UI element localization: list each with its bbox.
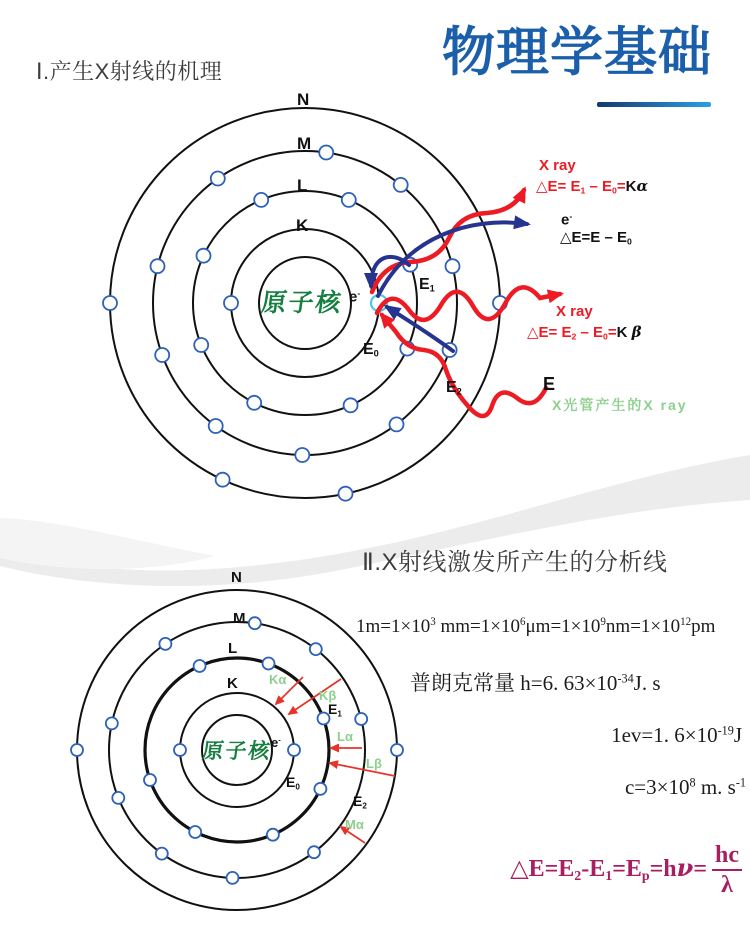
lbeta-label: Lβ: [366, 756, 382, 771]
electron: [211, 172, 225, 186]
equation-segment: △E= E: [527, 324, 572, 341]
equation-segment: α: [636, 177, 649, 195]
equation-segment: △E=E: [510, 856, 575, 883]
electron: [216, 473, 230, 487]
equation-segment: E: [363, 341, 374, 358]
level-label-e0: [363, 341, 379, 359]
equation-segment: 普朗克常量 h=6. 63×10: [410, 671, 618, 695]
equation-segment: 3: [430, 616, 436, 628]
electron: [249, 617, 261, 629]
ejected-electron-equation: [560, 230, 632, 247]
equation-segment: nm=1×10: [605, 615, 681, 637]
electron: [288, 744, 300, 756]
equation-segment: -: [569, 211, 573, 221]
background-swoosh-highlight: [0, 518, 215, 569]
equation-segment: 0: [612, 185, 617, 196]
kalpha-label: Kα: [269, 672, 287, 687]
equation-segment: 1: [429, 283, 435, 294]
electron: [308, 846, 320, 858]
equation-segment: c=3×10: [624, 775, 690, 799]
electron: [267, 829, 279, 841]
title-underline: [597, 102, 711, 107]
electron: [247, 396, 261, 410]
electron: [263, 658, 275, 670]
equation-segment: -: [357, 288, 361, 298]
level2-label-e0: [286, 775, 300, 792]
level2-label-e1: [328, 702, 342, 719]
hc-over-lambda-fraction: [712, 843, 742, 897]
equation-segment: 0: [295, 782, 300, 792]
equation-segment: 1: [605, 869, 613, 885]
equation-segment: 1ev=1. 6×10: [611, 723, 718, 747]
level-label-e2: [446, 379, 462, 397]
e2-transition-arrow: [387, 307, 453, 351]
equation-segment: 1: [337, 709, 342, 719]
equation-segment: E: [286, 774, 296, 790]
equation-segment: △E= E: [536, 178, 581, 195]
xray1-title: X ray: [539, 157, 576, 174]
kbeta-label: Kβ: [319, 688, 337, 703]
shell2-label-l: L: [228, 640, 238, 657]
equation-segment: ν: [676, 853, 694, 883]
electron: [254, 193, 268, 207]
electron: [106, 717, 118, 729]
electron: [227, 872, 239, 884]
xray-tube-caption: X光管产生的X ray: [552, 397, 688, 413]
equation-segment: – E: [576, 324, 604, 341]
equation-segment: -: [278, 735, 281, 745]
page-title: 物理学基础: [442, 23, 712, 82]
electron: [159, 638, 171, 650]
level2-label-e2: [353, 794, 367, 811]
electron-volt-formula: [611, 724, 742, 747]
electron: [224, 296, 238, 310]
equation-segment: J. s: [633, 671, 661, 695]
equation-segment: mm=1×10: [435, 615, 520, 637]
section2-heading: Ⅱ.X射线激发所产生的分析线: [362, 549, 668, 576]
electron: [390, 417, 404, 431]
equation-segment: 1: [580, 185, 586, 196]
equation-segment: 2: [456, 386, 462, 397]
electron: [446, 259, 460, 273]
electron: [355, 713, 367, 725]
shell2-label-k: K: [227, 675, 238, 692]
shell-label-k: K: [296, 216, 309, 235]
equation-segment: μm=1×10: [525, 615, 601, 637]
incident-xray-wave-arrow: [382, 315, 546, 416]
electron: [112, 792, 124, 804]
shell-label-l: L: [297, 176, 308, 195]
equation-segment: m. s: [695, 775, 736, 799]
ejected-electron-symbol: [561, 212, 572, 229]
speed-of-light-formula: [625, 776, 746, 799]
electron: [189, 826, 201, 838]
equation-segment: =: [616, 178, 626, 195]
energy-transition-equation: [510, 843, 742, 897]
equation-segment: – E: [585, 178, 613, 195]
xray2-title: X ray: [556, 303, 593, 320]
equation-segment: E: [353, 793, 363, 809]
equation-segment: -19: [717, 723, 734, 738]
electron: [194, 338, 208, 352]
equation-segment: -E: [581, 856, 606, 883]
planck-constant-formula: [410, 672, 661, 695]
equation-segment: =E: [612, 856, 642, 883]
electron: [194, 660, 206, 672]
equation-segment: 0: [373, 348, 379, 359]
section1-heading: Ⅰ.产生X射线的机理: [36, 59, 223, 84]
electron: [156, 848, 168, 860]
equation-segment: 2: [362, 801, 367, 811]
electron: [319, 146, 333, 160]
equation-segment: 6: [519, 616, 526, 628]
energy-transition-lhs: [510, 855, 707, 884]
equation-segment: =h: [649, 856, 677, 883]
electron: [391, 744, 403, 756]
equation-segment: 8: [689, 775, 696, 790]
equation-segment: 12: [680, 616, 692, 628]
equation-segment: J: [733, 723, 742, 747]
nucleus-label: 原子核: [259, 288, 345, 317]
fraction-denominator: λ: [721, 872, 733, 898]
shell-label-m: M: [297, 134, 312, 153]
k2-electron-symbol: [271, 736, 281, 750]
electron: [344, 398, 358, 412]
equation-segment: =: [693, 856, 707, 883]
equation-segment: 0: [627, 236, 632, 247]
shell-label-n: N: [297, 90, 310, 109]
equation-segment: e: [271, 735, 279, 750]
electron: [103, 296, 117, 310]
equation-segment: 9: [600, 616, 606, 628]
electron: [174, 744, 186, 756]
electron: [339, 487, 353, 501]
electron: [144, 774, 156, 786]
equation-segment: 0: [603, 331, 608, 342]
equation-segment: 1m=1×10: [356, 615, 431, 637]
equation-segment: -1: [735, 775, 746, 790]
electron: [151, 259, 165, 273]
equation-segment: pm: [691, 615, 716, 637]
equation-segment: K: [616, 324, 632, 341]
electron: [310, 643, 322, 655]
electron: [197, 249, 211, 263]
equation-segment: 2: [571, 331, 577, 342]
equation-segment: e: [561, 211, 570, 229]
incident-energy-label: E: [543, 374, 556, 394]
shell2-label-m: M: [233, 610, 246, 627]
xray1-equation: [536, 178, 648, 196]
lalpha-label: Lα: [337, 729, 353, 744]
electron: [71, 744, 83, 756]
equation-segment: 2: [574, 869, 582, 885]
equation-segment: K: [625, 178, 637, 195]
diagram1-arrows: [371, 190, 560, 416]
nucleus2-label: 原子核: [200, 738, 274, 763]
electron: [155, 348, 169, 362]
shell2-label-n: N: [231, 569, 242, 586]
equation-segment: =: [607, 324, 617, 341]
level-label-e1: [419, 276, 435, 294]
xray2-equation: [527, 324, 642, 342]
fraction-numerator: hc: [712, 843, 742, 871]
equation-segment: β: [631, 323, 642, 341]
electron: [342, 193, 356, 207]
equation-segment: p: [641, 869, 650, 885]
xray-kalpha-wave-arrow: [372, 190, 524, 292]
meter-conversion-formula: [356, 616, 715, 638]
malpha-label: Mα: [345, 817, 364, 832]
electron: [314, 783, 326, 795]
equation-segment: -34: [617, 671, 634, 686]
electron: [209, 419, 223, 433]
xray-kbeta-wave-arrow: [377, 287, 560, 319]
equation-segment: E: [419, 276, 430, 293]
equation-segment: E: [446, 379, 457, 396]
equation-segment: E: [328, 701, 338, 717]
electron: [394, 178, 408, 192]
equation-segment: e: [349, 288, 358, 306]
k-electron-symbol: [349, 289, 360, 306]
equation-segment: △E=E – E: [560, 229, 627, 246]
electron: [295, 448, 309, 462]
